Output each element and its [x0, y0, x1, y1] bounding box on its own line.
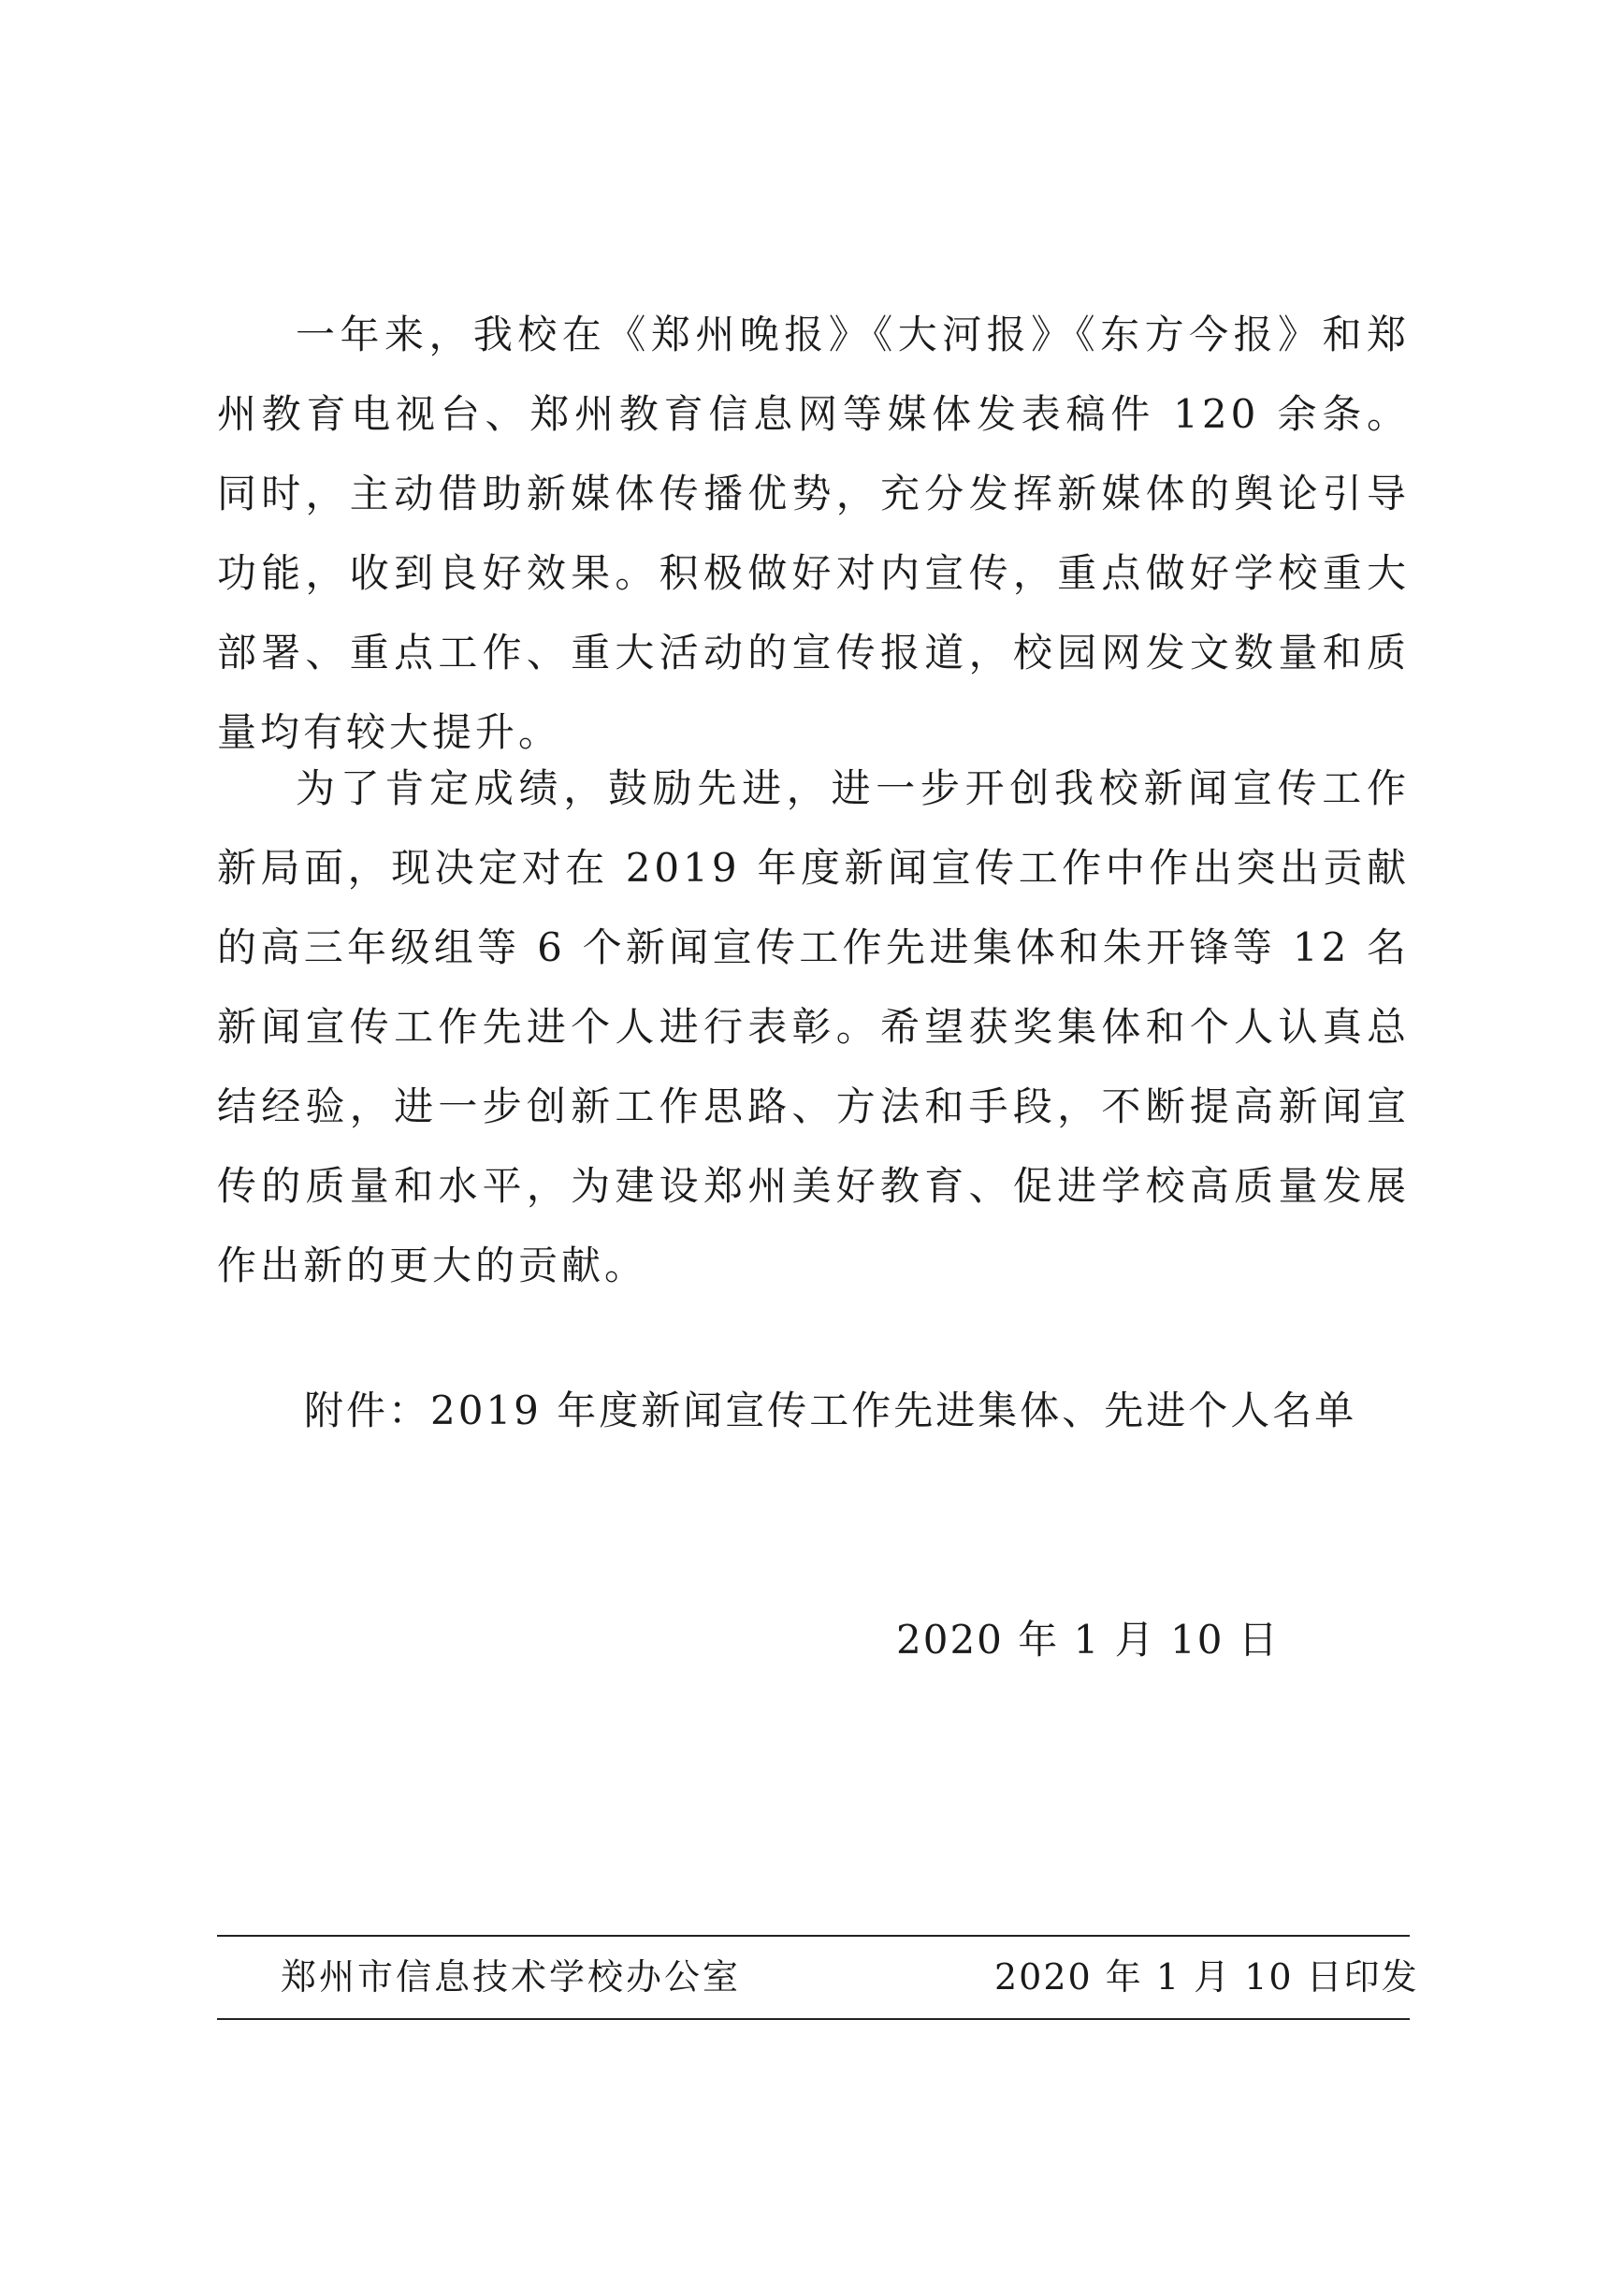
attachment-line: 附件：2019 年度新闻宣传工作先进集体、先进个人名单	[304, 1388, 1357, 1433]
signature-date: 2020 年 1 月 10 日	[896, 1617, 1280, 1663]
footer-top-rule	[217, 1935, 1410, 1937]
body-paragraph-2: 为了肯定成绩，鼓励先进，进一步开创我校新闻宣传工作新局面，现决定对在 2019 年度新闻宣传工作中作出突出贡献的高三年级组等 6 个新闻宣传工作先进集体和朱开锋等 12 名新闻宣传工作先进个人进行表彰。希望获奖集体和个人认真总结经验，进一步创新工作思路、方法和手段，不断提高新闻宣传的质量和水平，为建设郑州美好教育、促进学校高质量发展作出新的更大的贡献。	[217, 765, 1410, 1288]
body-paragraph-1: 一年来，我校在《郑州晚报》《大河报》《东方今报》和郑州教育电视台、郑州教育信息网等媒体发表稿件 120 余条。同时，主动借助新媒体传播优势，充分发挥新媒体的舆论引导功能，收到良好效果。积极做好对内宣传，重点做好学校重大部署、重点工作、重大活动的宣传报道，校园网发文数量和质量均有较大提升。	[217, 312, 1410, 755]
footer-issuing-office: 郑州市信息技术学校办公室	[281, 1956, 742, 1998]
footer-bottom-rule	[217, 2018, 1410, 2020]
footer-issue-date: 2020 年 1 月 10 日印发	[994, 1956, 1419, 1998]
